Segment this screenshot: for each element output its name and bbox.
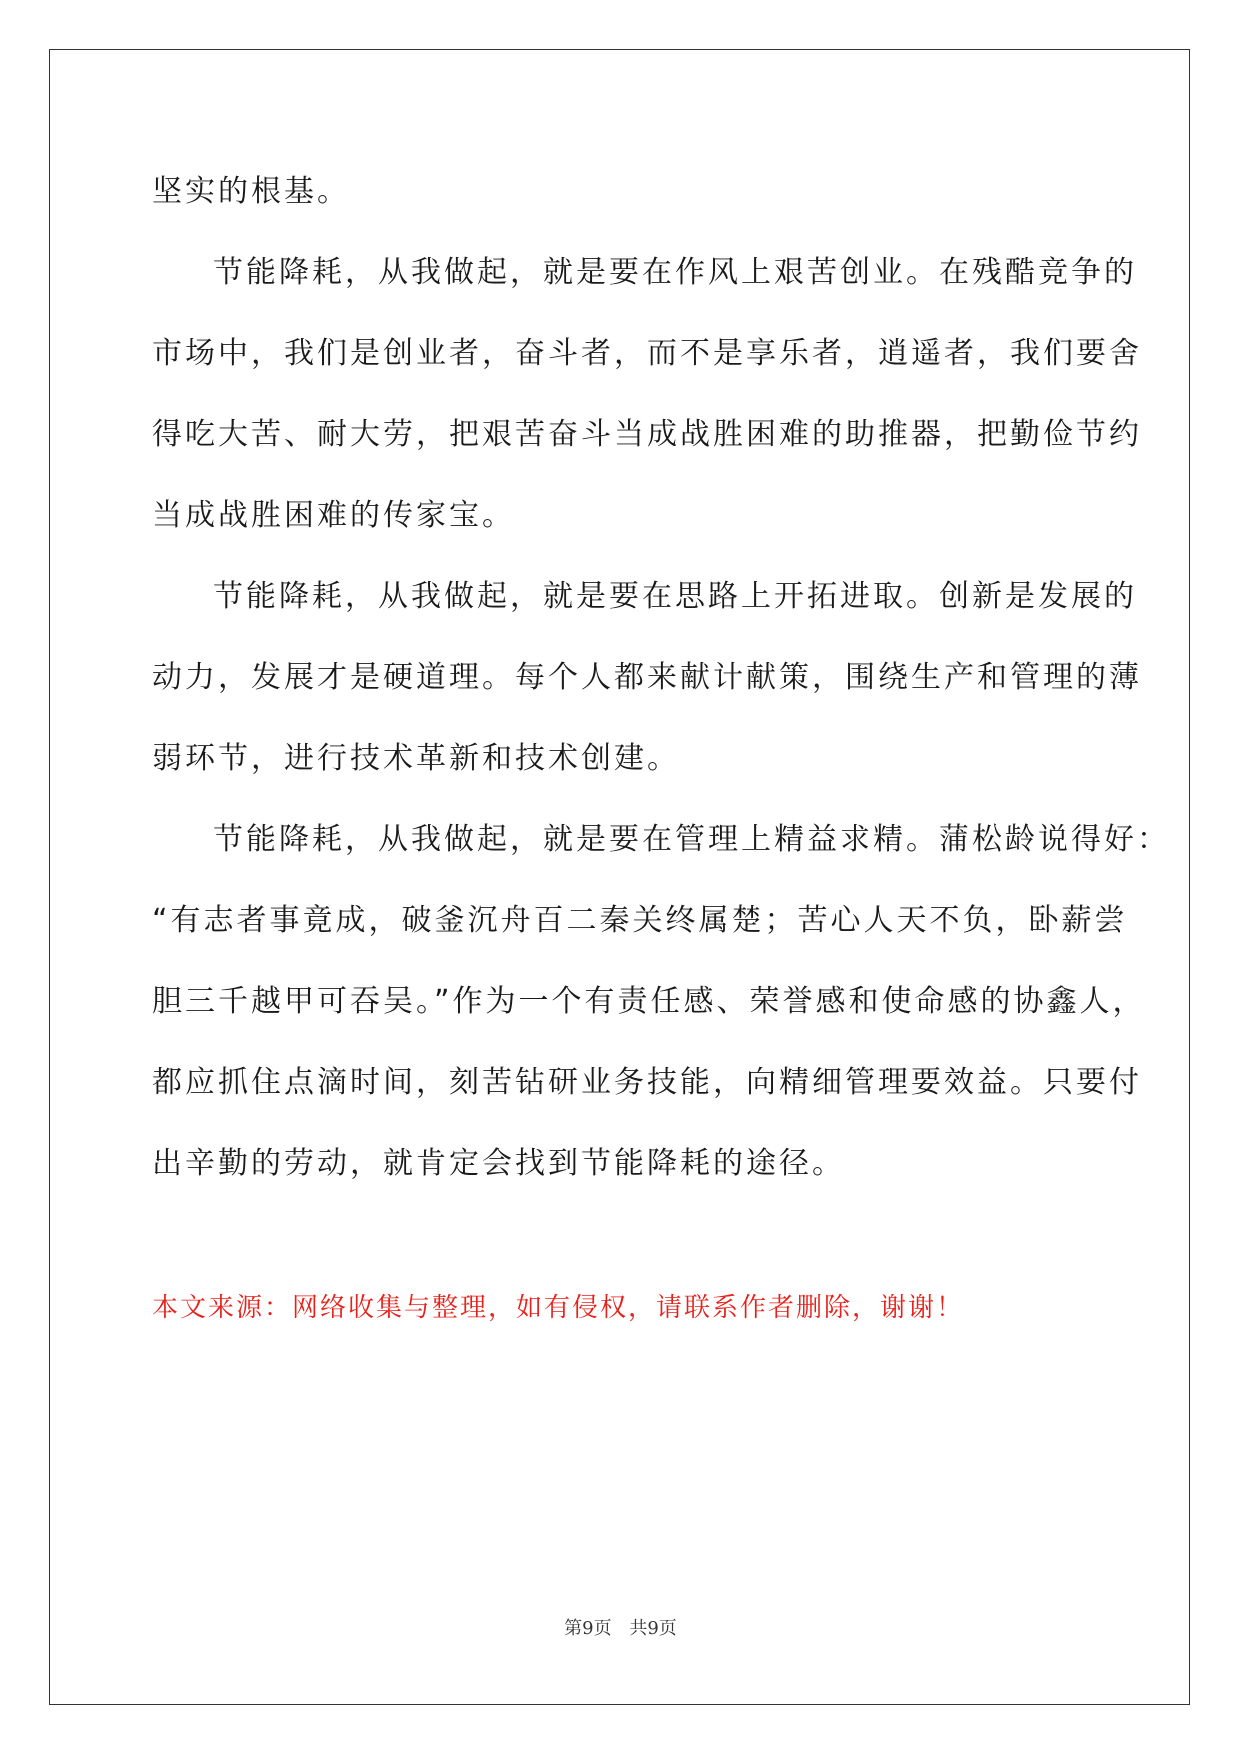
paragraph-line: “有志者事竟成，破釜沉舟百二秦关终属楚；苦心人天不负，卧薪尝 [152, 903, 1128, 938]
paragraph-line: 出辛勤的劳动，就肯定会找到节能降耗的途径。 [152, 1146, 845, 1181]
paragraph-line: 弱环节，进行技术革新和技术创建。 [152, 741, 680, 776]
paragraph-line: 当成战胜困难的传家宝。 [152, 498, 515, 533]
page-border [49, 49, 1190, 1705]
paragraph-line: 节能降耗，从我做起，就是要在思路上开拓进取。创新是发展的 [213, 579, 1137, 614]
paragraph-line: 市场中，我们是创业者，奋斗者，而不是享乐者，逍遥者，我们要舍 [152, 336, 1142, 371]
paragraph-line: 节能降耗，从我做起，就是要在作风上艰苦创业。在残酷竞争的 [213, 255, 1137, 290]
page-footer [0, 1617, 1241, 1641]
paragraph-line: 得吃大苦、耐大劳，把艰苦奋斗当成战胜困难的助推器，把勤俭节约 [152, 417, 1142, 452]
paragraph-line: 节能降耗，从我做起，就是要在管理上精益求精。蒲松龄说得好： [213, 822, 1170, 857]
paragraph-line: 坚实的根基。 [152, 174, 350, 209]
page-number: 第9页 [564, 1618, 612, 1639]
page-total: 共9页 [629, 1618, 677, 1639]
paragraph-line: 动力，发展才是硬道理。每个人都来献计献策，围绕生产和管理的薄 [152, 660, 1142, 695]
paragraph-line: 胆三千越甲可吞吴。”作为一个有责任感、荣誉感和使命感的协鑫人， [152, 984, 1146, 1019]
source-notice: 本文来源：网络收集与整理，如有侵权，请联系作者删除，谢谢！ [152, 1293, 965, 1323]
paragraph-line: 都应抓住点滴时间，刻苦钻研业务技能，向精细管理要效益。只要付 [152, 1065, 1142, 1100]
